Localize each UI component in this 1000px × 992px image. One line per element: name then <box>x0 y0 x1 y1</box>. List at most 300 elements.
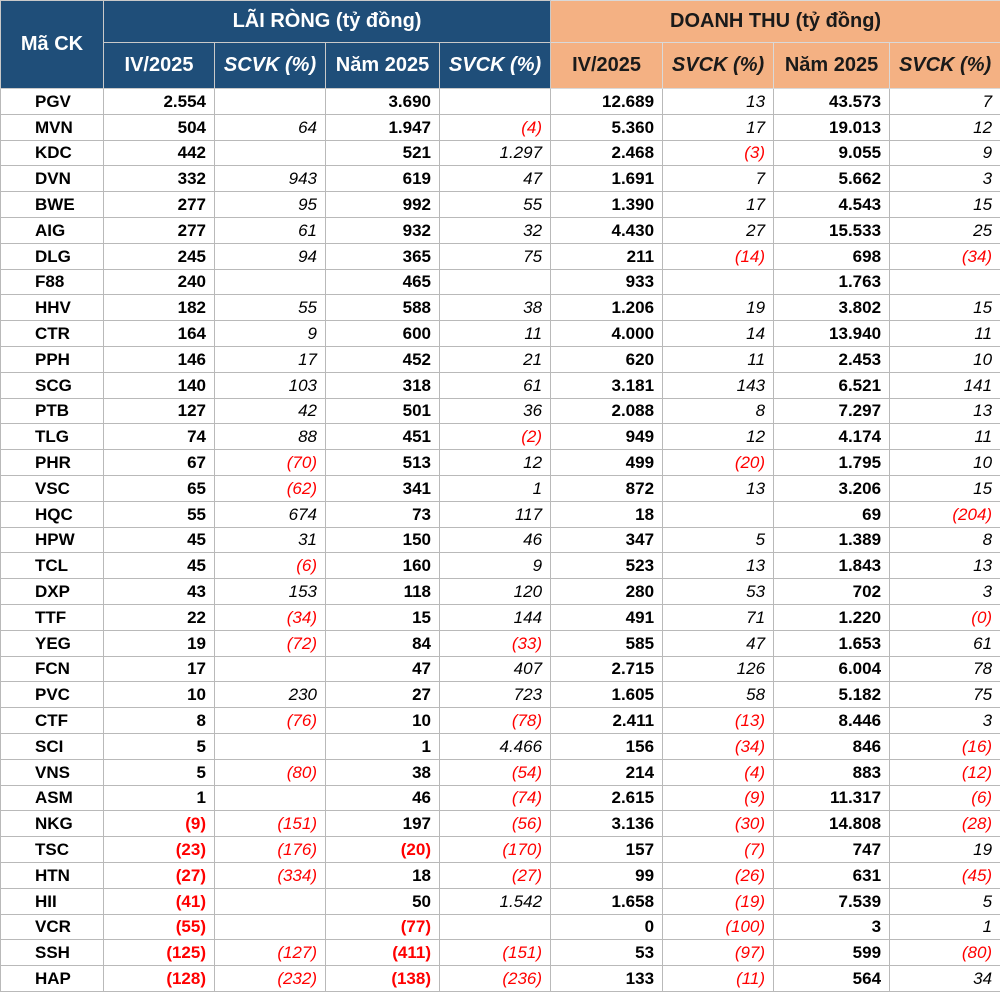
table-row <box>1 630 1000 656</box>
profit-year-cell: 50 <box>326 888 440 914</box>
stock-code-cell: HII <box>1 888 104 914</box>
revenue-year-change-cell: 1 <box>890 914 1000 940</box>
revenue-year-cell: 1.763 <box>774 269 890 295</box>
revenue-year-cell: 6.004 <box>774 656 890 682</box>
revenue-q4-cell: 1.390 <box>551 192 663 218</box>
table-row <box>1 785 1000 811</box>
profit-q4-change-cell <box>215 785 326 811</box>
revenue-q4-change-cell <box>663 501 774 527</box>
profit-year-header: Năm 2025 <box>326 43 440 89</box>
profit-year-change-cell: (33) <box>440 630 551 656</box>
revenue-year-cell: 846 <box>774 733 890 759</box>
revenue-year-change-cell: 61 <box>890 630 1000 656</box>
profit-year-cell: 318 <box>326 372 440 398</box>
profit-year-cell: 513 <box>326 450 440 476</box>
profit-q4-change-cell: 42 <box>215 398 326 424</box>
revenue-year-cell: 14.808 <box>774 811 890 837</box>
profit-year-cell: 46 <box>326 785 440 811</box>
revenue-year-cell: 43.573 <box>774 89 890 115</box>
revenue-year-change-cell: 11 <box>890 321 1000 347</box>
profit-q4-cell: 2.554 <box>104 89 215 115</box>
profit-q4-change-cell <box>215 656 326 682</box>
revenue-year-cell: 69 <box>774 501 890 527</box>
profit-year-cell: 27 <box>326 682 440 708</box>
profit-q4-change-cell: 61 <box>215 217 326 243</box>
profit-q4-cell: 442 <box>104 140 215 166</box>
revenue-q4-change-cell: 11 <box>663 346 774 372</box>
profit-year-change-cell: (4) <box>440 114 551 140</box>
profit-q4-cell: 277 <box>104 217 215 243</box>
table-row <box>1 733 1000 759</box>
profit-year-cell: 47 <box>326 656 440 682</box>
profit-q4-change-cell: (72) <box>215 630 326 656</box>
revenue-year-change-cell: 3 <box>890 708 1000 734</box>
profit-year-change-cell: (27) <box>440 862 551 888</box>
profit-q4-change-cell <box>215 269 326 295</box>
revenue-year-cell: 4.174 <box>774 424 890 450</box>
revenue-year-cell: 9.055 <box>774 140 890 166</box>
stock-code-cell: VSC <box>1 475 104 501</box>
profit-year-cell: 932 <box>326 217 440 243</box>
revenue-year-change-cell: 78 <box>890 656 1000 682</box>
revenue-q4-cell: 157 <box>551 837 663 863</box>
profit-q4-change-cell <box>215 914 326 940</box>
profit-year-cell: 118 <box>326 579 440 605</box>
profit-q4-cell: 67 <box>104 450 215 476</box>
revenue-q4-cell: 872 <box>551 475 663 501</box>
profit-q4-change-cell: 153 <box>215 579 326 605</box>
table-row <box>1 114 1000 140</box>
profit-year-change-cell: 1 <box>440 475 551 501</box>
revenue-q4-change-cell: 47 <box>663 630 774 656</box>
profit-q4-change-cell: (76) <box>215 708 326 734</box>
profit-q4-cell: 140 <box>104 372 215 398</box>
revenue-year-cell: 4.543 <box>774 192 890 218</box>
profit-q4-change-cell: 9 <box>215 321 326 347</box>
profit-year-cell: 160 <box>326 553 440 579</box>
revenue-q4-change-cell: (100) <box>663 914 774 940</box>
profit-q4-cell: 45 <box>104 527 215 553</box>
table-row <box>1 708 1000 734</box>
profit-q4-cell: 164 <box>104 321 215 347</box>
profit-q4-change-cell: 674 <box>215 501 326 527</box>
profit-year-change-cell: (236) <box>440 966 551 992</box>
profit-q4-cell: (55) <box>104 914 215 940</box>
revenue-year-change-cell: (28) <box>890 811 1000 837</box>
revenue-q4-change-cell: (9) <box>663 785 774 811</box>
profit-year-cell: 197 <box>326 811 440 837</box>
revenue-year-cell: 883 <box>774 759 890 785</box>
revenue-q4-change-cell: (7) <box>663 837 774 863</box>
profit-year-change-cell: (74) <box>440 785 551 811</box>
profit-year-cell: 521 <box>326 140 440 166</box>
revenue-year-cell: 702 <box>774 579 890 605</box>
table-row <box>1 527 1000 553</box>
profit-year-cell: (138) <box>326 966 440 992</box>
table-row <box>1 811 1000 837</box>
profit-q4-cell: 8 <box>104 708 215 734</box>
table-row <box>1 914 1000 940</box>
profit-q4-change-cell <box>215 140 326 166</box>
stock-code-cell: VNS <box>1 759 104 785</box>
profit-q4-change-cell: 943 <box>215 166 326 192</box>
profit-q4-change-cell <box>215 888 326 914</box>
stock-code-cell: HHV <box>1 295 104 321</box>
stock-code-cell: SCI <box>1 733 104 759</box>
profit-q4-cell: (128) <box>104 966 215 992</box>
revenue-q4-change-cell: (4) <box>663 759 774 785</box>
revenue-year-change-cell: 8 <box>890 527 1000 553</box>
revenue-q4-change-cell: 58 <box>663 682 774 708</box>
stock-code-cell: ASM <box>1 785 104 811</box>
table-body <box>1 89 1000 992</box>
profit-q4-cell: 332 <box>104 166 215 192</box>
revenue-year-cell: 3.802 <box>774 295 890 321</box>
revenue-q4-cell: 347 <box>551 527 663 553</box>
profit-q4-change-cell: (176) <box>215 837 326 863</box>
revenue-year-change-cell: 10 <box>890 450 1000 476</box>
stock-code-cell: PPH <box>1 346 104 372</box>
stock-code-cell: PTB <box>1 398 104 424</box>
stock-code-cell: BWE <box>1 192 104 218</box>
revenue-q4-change-cell <box>663 269 774 295</box>
revenue-q4-change-cell: 13 <box>663 553 774 579</box>
revenue-year-change-cell: (16) <box>890 733 1000 759</box>
revenue-q4-change-cell: (26) <box>663 862 774 888</box>
revenue-q4-change-cell: (20) <box>663 450 774 476</box>
profit-year-cell: 3.690 <box>326 89 440 115</box>
profit-year-cell: 451 <box>326 424 440 450</box>
profit-q4-cell: 55 <box>104 501 215 527</box>
profit-year-change-cell <box>440 914 551 940</box>
profit-year-change-cell: 47 <box>440 166 551 192</box>
profit-q4-cell: 277 <box>104 192 215 218</box>
profit-year-cell: 18 <box>326 862 440 888</box>
revenue-q4-cell: 620 <box>551 346 663 372</box>
profit-q4-change-cell: 31 <box>215 527 326 553</box>
revenue-q4-change-cell: 27 <box>663 217 774 243</box>
table-row <box>1 424 1000 450</box>
revenue-q4-cell: 280 <box>551 579 663 605</box>
revenue-q4-cell: 12.689 <box>551 89 663 115</box>
revenue-year-change-cell: 12 <box>890 114 1000 140</box>
profit-year-change-cell: 32 <box>440 217 551 243</box>
revenue-year-change-cell: (12) <box>890 759 1000 785</box>
revenue-year-change-cell: 34 <box>890 966 1000 992</box>
table-row <box>1 475 1000 501</box>
revenue-q4-cell: 99 <box>551 862 663 888</box>
stock-code-cell: DXP <box>1 579 104 605</box>
revenue-year-cell: 3.206 <box>774 475 890 501</box>
revenue-group-header: DOANH THU (tỷ đồng) <box>551 1 1000 43</box>
profit-q4-cell: (27) <box>104 862 215 888</box>
revenue-q4-change-cell: 13 <box>663 89 774 115</box>
stock-code-cell: NKG <box>1 811 104 837</box>
revenue-year-change-cell: (34) <box>890 243 1000 269</box>
revenue-year-cell: 7.539 <box>774 888 890 914</box>
revenue-q4-cell: 2.088 <box>551 398 663 424</box>
revenue-q4-cell: 2.468 <box>551 140 663 166</box>
revenue-q4-change-cell: 19 <box>663 295 774 321</box>
revenue-q4-change-cell: (30) <box>663 811 774 837</box>
revenue-year-cell: 8.446 <box>774 708 890 734</box>
revenue-q4-change-cell: 17 <box>663 192 774 218</box>
stock-code-cell: DVN <box>1 166 104 192</box>
revenue-q4-cell: 18 <box>551 501 663 527</box>
net-profit-group-header: LÃI RÒNG (tỷ đồng) <box>104 1 551 43</box>
stock-code-cell: TCL <box>1 553 104 579</box>
table-row <box>1 837 1000 863</box>
stock-code-cell: PHR <box>1 450 104 476</box>
revenue-q4-cell: 211 <box>551 243 663 269</box>
stock-code-cell: F88 <box>1 269 104 295</box>
revenue-year-change-cell: 5 <box>890 888 1000 914</box>
revenue-q4-cell: 2.715 <box>551 656 663 682</box>
profit-q4-change-cell: 230 <box>215 682 326 708</box>
profit-q4-change-cell: (70) <box>215 450 326 476</box>
profit-year-cell: 73 <box>326 501 440 527</box>
revenue-q4-cell: 499 <box>551 450 663 476</box>
revenue-q4-change-cell: 12 <box>663 424 774 450</box>
stock-code-cell: AIG <box>1 217 104 243</box>
stock-code-cell: YEG <box>1 630 104 656</box>
revenue-q4-cell: 0 <box>551 914 663 940</box>
revenue-q4-change-header: SVCK (%) <box>663 43 774 89</box>
revenue-year-cell: 1.389 <box>774 527 890 553</box>
table-row <box>1 321 1000 347</box>
revenue-q4-cell: 933 <box>551 269 663 295</box>
profit-q4-change-cell: 64 <box>215 114 326 140</box>
profit-year-cell: 15 <box>326 604 440 630</box>
revenue-year-cell: 5.182 <box>774 682 890 708</box>
stock-code-header: Mã CK <box>1 1 104 89</box>
table-row <box>1 553 1000 579</box>
revenue-q4-cell: 5.360 <box>551 114 663 140</box>
table-row <box>1 862 1000 888</box>
stock-code-cell: PGV <box>1 89 104 115</box>
profit-year-cell: 992 <box>326 192 440 218</box>
profit-year-change-cell: 117 <box>440 501 551 527</box>
table-row <box>1 243 1000 269</box>
profit-q4-change-cell: (62) <box>215 475 326 501</box>
revenue-year-cell: 7.297 <box>774 398 890 424</box>
profit-q4-cell: 19 <box>104 630 215 656</box>
stock-code-cell: DLG <box>1 243 104 269</box>
stock-code-cell: CTF <box>1 708 104 734</box>
profit-q4-change-cell: (232) <box>215 966 326 992</box>
revenue-q4-change-cell: (34) <box>663 733 774 759</box>
profit-q4-cell: (125) <box>104 940 215 966</box>
revenue-q4-cell: 133 <box>551 966 663 992</box>
profit-year-cell: 452 <box>326 346 440 372</box>
profit-q4-change-cell <box>215 89 326 115</box>
profit-q4-cell: (23) <box>104 837 215 863</box>
revenue-year-cell: 15.533 <box>774 217 890 243</box>
profit-year-cell: 619 <box>326 166 440 192</box>
revenue-year-change-header: SVCK (%) <box>890 43 1000 89</box>
profit-q4-cell: 504 <box>104 114 215 140</box>
profit-year-change-cell <box>440 89 551 115</box>
table-row <box>1 192 1000 218</box>
stock-code-cell: TTF <box>1 604 104 630</box>
profit-q4-cell: 74 <box>104 424 215 450</box>
profit-q4-change-cell: (127) <box>215 940 326 966</box>
revenue-q4-cell: 4.000 <box>551 321 663 347</box>
table-row <box>1 579 1000 605</box>
table-row <box>1 140 1000 166</box>
stock-code-cell: KDC <box>1 140 104 166</box>
profit-year-change-cell: 75 <box>440 243 551 269</box>
profit-year-cell: 501 <box>326 398 440 424</box>
profit-year-cell: (77) <box>326 914 440 940</box>
profit-year-cell: 600 <box>326 321 440 347</box>
profit-year-change-cell: 407 <box>440 656 551 682</box>
profit-year-cell: 150 <box>326 527 440 553</box>
revenue-year-cell: 3 <box>774 914 890 940</box>
revenue-q4-cell: 3.136 <box>551 811 663 837</box>
profit-year-change-cell: 61 <box>440 372 551 398</box>
profit-year-change-header: SVCK (%) <box>440 43 551 89</box>
profit-year-cell: 84 <box>326 630 440 656</box>
revenue-year-cell: 6.521 <box>774 372 890 398</box>
revenue-q4-cell: 156 <box>551 733 663 759</box>
profit-q4-change-cell: (151) <box>215 811 326 837</box>
stock-code-cell: SCG <box>1 372 104 398</box>
profit-year-change-cell: 55 <box>440 192 551 218</box>
revenue-q4-cell: 53 <box>551 940 663 966</box>
profit-q4-cell: 45 <box>104 553 215 579</box>
profit-year-change-cell: 723 <box>440 682 551 708</box>
revenue-year-cell: 13.940 <box>774 321 890 347</box>
revenue-q4-cell: 523 <box>551 553 663 579</box>
profit-q4-change-cell: (80) <box>215 759 326 785</box>
profit-year-cell: 1.947 <box>326 114 440 140</box>
revenue-q4-change-cell: 13 <box>663 475 774 501</box>
revenue-q4-change-cell: (3) <box>663 140 774 166</box>
revenue-q4-change-cell: 53 <box>663 579 774 605</box>
profit-year-change-cell: 12 <box>440 450 551 476</box>
profit-year-change-cell <box>440 269 551 295</box>
revenue-q4-cell: 1.605 <box>551 682 663 708</box>
stock-code-cell: MVN <box>1 114 104 140</box>
profit-year-cell: (411) <box>326 940 440 966</box>
revenue-year-change-cell: 15 <box>890 295 1000 321</box>
revenue-q4-change-cell: (11) <box>663 966 774 992</box>
revenue-q4-change-cell: 126 <box>663 656 774 682</box>
profit-q4-header: IV/2025 <box>104 43 215 89</box>
table-row <box>1 940 1000 966</box>
table-row <box>1 501 1000 527</box>
revenue-year-cell: 11.317 <box>774 785 890 811</box>
profit-q4-cell: 1 <box>104 785 215 811</box>
profit-year-change-cell: 9 <box>440 553 551 579</box>
profit-year-change-cell: 38 <box>440 295 551 321</box>
profit-year-cell: 588 <box>326 295 440 321</box>
revenue-q4-cell: 2.615 <box>551 785 663 811</box>
revenue-year-header: Năm 2025 <box>774 43 890 89</box>
revenue-q4-change-cell: (19) <box>663 888 774 914</box>
profit-year-cell: 365 <box>326 243 440 269</box>
profit-year-cell: 38 <box>326 759 440 785</box>
profit-q4-cell: (9) <box>104 811 215 837</box>
revenue-q4-change-cell: 8 <box>663 398 774 424</box>
profit-q4-cell: (41) <box>104 888 215 914</box>
profit-q4-cell: 146 <box>104 346 215 372</box>
table-row <box>1 759 1000 785</box>
revenue-year-change-cell <box>890 269 1000 295</box>
revenue-q4-cell: 4.430 <box>551 217 663 243</box>
profit-q4-cell: 65 <box>104 475 215 501</box>
profit-year-change-cell: 11 <box>440 321 551 347</box>
profit-year-change-cell: (151) <box>440 940 551 966</box>
revenue-year-change-cell: 13 <box>890 553 1000 579</box>
profit-year-change-cell: (54) <box>440 759 551 785</box>
profit-year-cell: 465 <box>326 269 440 295</box>
table-row <box>1 166 1000 192</box>
revenue-year-cell: 1.220 <box>774 604 890 630</box>
revenue-year-cell: 2.453 <box>774 346 890 372</box>
stock-code-cell: HQC <box>1 501 104 527</box>
revenue-year-change-cell: (204) <box>890 501 1000 527</box>
table-row <box>1 269 1000 295</box>
profit-year-change-cell: (78) <box>440 708 551 734</box>
revenue-q4-change-cell: (13) <box>663 708 774 734</box>
profit-q4-cell: 5 <box>104 759 215 785</box>
table-row <box>1 888 1000 914</box>
profit-q4-change-cell: 88 <box>215 424 326 450</box>
profit-q4-change-cell: 103 <box>215 372 326 398</box>
revenue-q4-change-cell: 17 <box>663 114 774 140</box>
revenue-q4-cell: 1.658 <box>551 888 663 914</box>
profit-q4-cell: 17 <box>104 656 215 682</box>
profit-q4-cell: 10 <box>104 682 215 708</box>
stock-code-cell: TSC <box>1 837 104 863</box>
revenue-year-change-cell: 7 <box>890 89 1000 115</box>
revenue-year-change-cell: 19 <box>890 837 1000 863</box>
revenue-q4-cell: 1.206 <box>551 295 663 321</box>
profit-year-cell: 10 <box>326 708 440 734</box>
revenue-q4-change-cell: (97) <box>663 940 774 966</box>
profit-q4-change-cell: 55 <box>215 295 326 321</box>
profit-q4-cell: 22 <box>104 604 215 630</box>
stock-code-cell: SSH <box>1 940 104 966</box>
table-row <box>1 295 1000 321</box>
profit-year-change-cell: 1.297 <box>440 140 551 166</box>
stock-code-cell: HAP <box>1 966 104 992</box>
revenue-year-cell: 599 <box>774 940 890 966</box>
table-row <box>1 217 1000 243</box>
stock-code-cell: HTN <box>1 862 104 888</box>
profit-year-change-cell: (56) <box>440 811 551 837</box>
revenue-year-change-cell: (80) <box>890 940 1000 966</box>
profit-q4-cell: 127 <box>104 398 215 424</box>
revenue-q4-cell: 2.411 <box>551 708 663 734</box>
table-row <box>1 89 1000 115</box>
revenue-q4-cell: 214 <box>551 759 663 785</box>
stock-code-cell: VCR <box>1 914 104 940</box>
revenue-year-change-cell: 3 <box>890 166 1000 192</box>
profit-year-change-cell: 1.542 <box>440 888 551 914</box>
profit-year-change-cell: 120 <box>440 579 551 605</box>
profit-q4-change-cell: 95 <box>215 192 326 218</box>
table-row <box>1 604 1000 630</box>
table-row <box>1 346 1000 372</box>
revenue-year-cell: 5.662 <box>774 166 890 192</box>
revenue-q4-change-cell: 71 <box>663 604 774 630</box>
profit-q4-cell: 182 <box>104 295 215 321</box>
revenue-q4-change-cell: 14 <box>663 321 774 347</box>
revenue-year-change-cell: 11 <box>890 424 1000 450</box>
